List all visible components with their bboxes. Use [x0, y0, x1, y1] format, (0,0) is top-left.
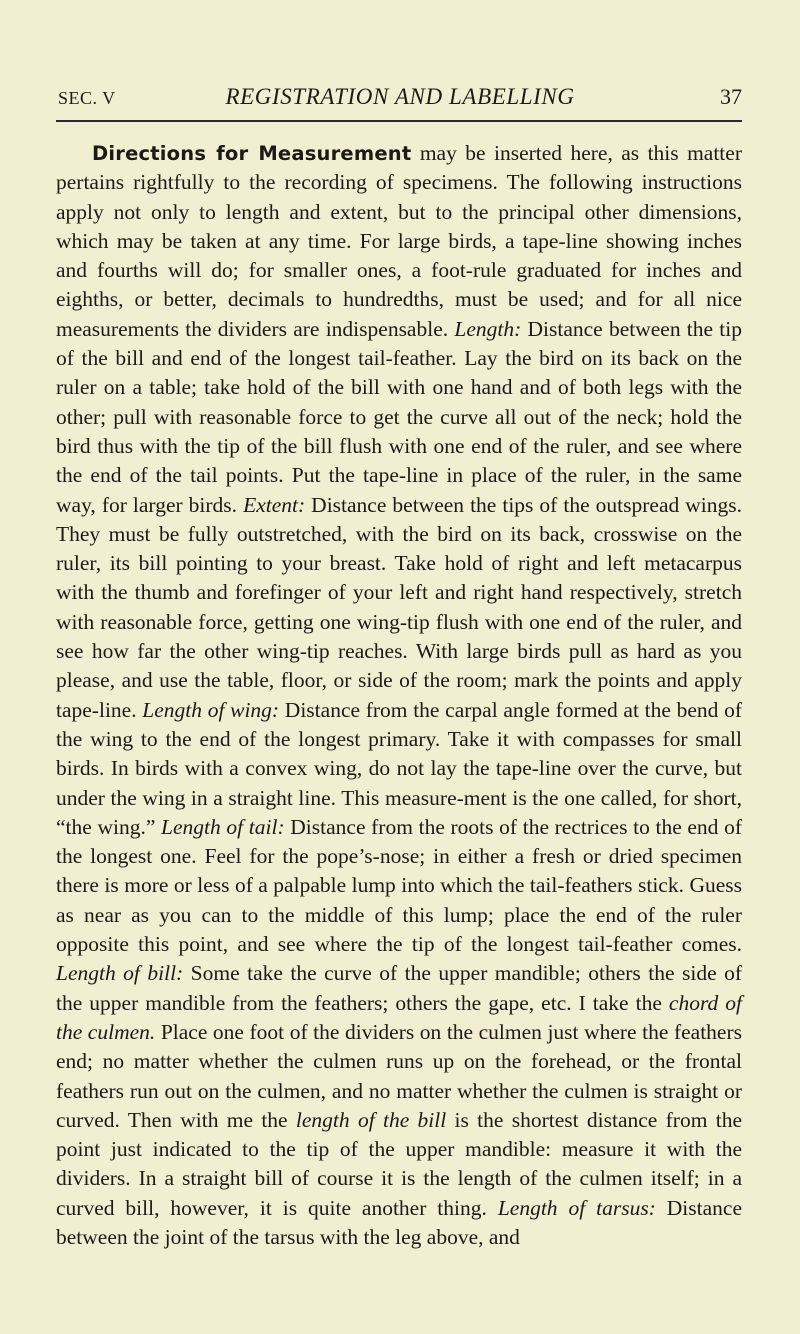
text-segment: Distance from the carpal angle formed at the bend of the wing to the end of the longest primary. Take it with compasses for small birds. In birds with a convex wing, do not lay the tape-line over the curve, but under the wing in a straight line. This measure-ment is the one called, for short, “the wing.”	[56, 697, 742, 839]
term-extent: Extent:	[243, 492, 306, 517]
term-length-of-wing: Length of wing:	[142, 697, 280, 722]
lead-heading: Directions for Measurement	[92, 142, 412, 165]
term-length-of-tarsus: Length of tarsus:	[497, 1195, 656, 1220]
text-segment: Distance from the roots of the rectrices to the end of the longest one. Feel for the pope’s-nose; in either a fresh or dried specimen there is more or less of a palpable lump into which the tail-feathers stick. Guess as near as you can to the middle of this lump; place the end of the ruler opposite this point, and see where the tip of the longest tail-feather comes.	[56, 814, 742, 957]
text-segment: Distance between the tips of the outspread wings. They must be fully outstretched, with the bird on its back, crosswise on the ruler, its bill pointing to your breast. Take hold of right and left metacarpus with the thumb and forefinger of your left and right hand respectively, stretch with reasonable force, getting one wing-tip flush with one end of the ruler, and see how far the other wing-tip reaches. With large birds pull as hard as you please, and use the table, floor, or side of the room; mark the points and apply tape-line.	[56, 492, 743, 722]
term-length: Length:	[454, 316, 522, 341]
term-length-of-the-bill: length of the bill	[295, 1107, 447, 1132]
term-chord-of-culmen: chord of the culmen.	[56, 990, 743, 1044]
term-length-of-bill: Length of bill:	[56, 961, 184, 986]
header-rule	[56, 120, 742, 122]
text-segment: is the shortest distance from the point just indicated to the tip of the upper mandible: measure it with the dividers. In a straight bill of course it is the length of the culmen itself; in a curved bill, however, it is quite another thing.	[56, 1107, 742, 1220]
running-header	[58, 82, 742, 110]
text-segment: Distance between the joint of the tarsus with the leg above, and	[56, 1195, 743, 1249]
body-paragraph	[56, 139, 742, 1252]
page-number: 37	[720, 84, 742, 109]
text-segment: may be inserted here, as this matter pertains rightfully to the recording of specimens. The following instructions apply not only to length and extent, but to the principal other dimensions, which may be taken at any time. For large birds, a tape-line showing inches and fourths will do; for smaller ones, a foot-rule graduated for inches and eighths, or better, decimals to hundredths, must be used; and for all nice measurements the dividers are indispensable.	[56, 141, 742, 341]
term-length-of-tail: Length of tail:	[161, 814, 285, 839]
text-segment: Distance between the tip of the bill and end of the longest tail-feather. Lay the bird on its back on the ruler on a table; take hold of the bill with one hand and of both legs with the other; pull with reasonable force to get the curve all out of the neck; hold the bird thus with the tip of the bill flush with one end of the ruler, and see where the end of the tail points. Put the tape-line in place of the ruler, in the same way, for larger birds.	[56, 316, 743, 517]
text-segment: Some take the curve of the upper mandible; others the side of the upper mandible from the feathers; others the gape, etc. I take the	[56, 961, 742, 1015]
text-segment: Place one foot of the dividers on the culmen just where the feathers end; no matter whether the culmen runs up on the forehead, or the frontal feathers run out on the culmen, and no matter whether the culmen is straight or curved. Then with me the	[56, 1019, 742, 1132]
running-title: REGISTRATION AND LABELLING	[225, 84, 575, 109]
section-label: SEC. V	[58, 88, 116, 108]
